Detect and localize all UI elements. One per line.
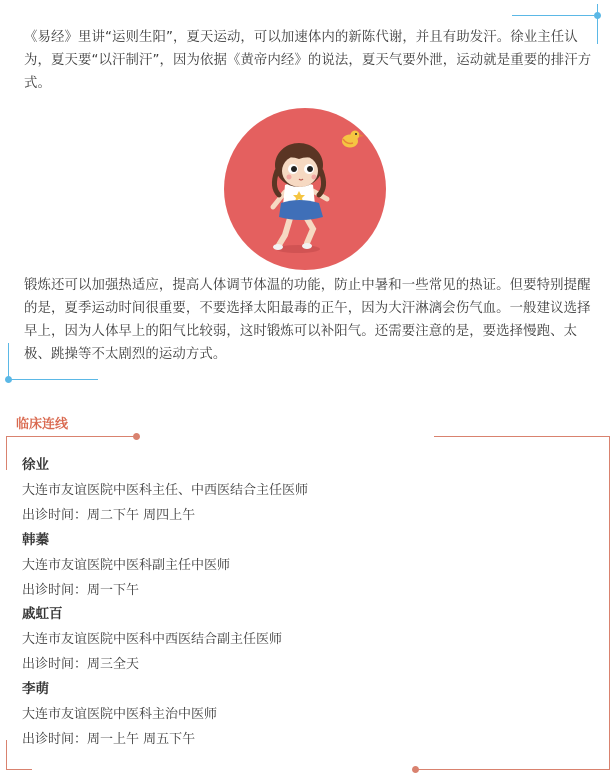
article-paragraph-1: 《易经》里讲“运则生阳”，夏天运动，可以加速体内的新陈代谢，并且有助发汗。徐业主任认为，夏天要“以汗制汗”，因为依据《黄帝内经》的说法，夏天气要外泄，运动就是重要的排汗方式。: [24, 30, 592, 91]
section-title: 临床连线: [16, 417, 69, 432]
deco-line-mid-vertical: [8, 343, 9, 379]
deco-dot-mid: [5, 376, 12, 383]
deco-line-top-horizontal: [512, 15, 594, 16]
frame-left: [6, 436, 7, 470]
doctor-entry: [22, 452, 582, 528]
girl-running-illustration: [223, 107, 387, 271]
doctor-hours: 出诊时间：周二下午 周四上午: [22, 508, 196, 523]
doctor-hours: 出诊时间：周一上午 周五下午: [22, 732, 196, 747]
deco-line-mid-horizontal: [8, 379, 98, 380]
frame-left-bottom: [6, 740, 7, 770]
frame-bottom-left: [6, 769, 32, 770]
doctor-title: 大连市友谊医院中医科主任、中西医结合主任医师: [22, 483, 309, 498]
frame-dot-top: [133, 433, 140, 440]
frame-right: [609, 436, 610, 770]
deco-line-top-vertical: [597, 4, 598, 44]
frame-top-left: [6, 436, 136, 437]
doctor-entry: [22, 676, 582, 752]
deco-dot-top: [594, 12, 601, 19]
doctor-name: 徐业: [22, 457, 49, 473]
doctor-entry: [22, 527, 582, 603]
doctor-title: 大连市友谊医院中医科副主任中医师: [22, 558, 231, 573]
doctor-name: 戚虹百: [22, 606, 63, 622]
frame-bottom-right: [416, 769, 610, 770]
doctor-entry: [22, 601, 582, 677]
article-paragraph-2: 锻炼还可以加强热适应，提高人体调节体温的功能，防止中暑和一些常见的热证。但要特别提醒的是，夏季运动时间很重要，不要选择太阳最毒的正午，因为大汗淋漓会伤气血。一般建议选择早上，因为人体早上的阳气比较弱，这时锻炼可以补阳气。还需要注意的是，要选择慢跑、太极、跳操等不太剧烈的运动方式。: [24, 278, 591, 362]
doctor-hours: 出诊时间：周一下午: [22, 583, 140, 598]
frame-dot-bottom: [412, 766, 419, 773]
doctor-hours: 出诊时间：周三全天: [22, 657, 140, 672]
doctor-title: 大连市友谊医院中医科主治中医师: [22, 707, 218, 722]
doctor-name: 韩蓁: [22, 532, 49, 548]
frame-top-right: [434, 436, 610, 437]
doctor-title: 大连市友谊医院中医科中西医结合副主任医师: [22, 632, 283, 647]
doctor-name: 李萌: [22, 681, 49, 697]
